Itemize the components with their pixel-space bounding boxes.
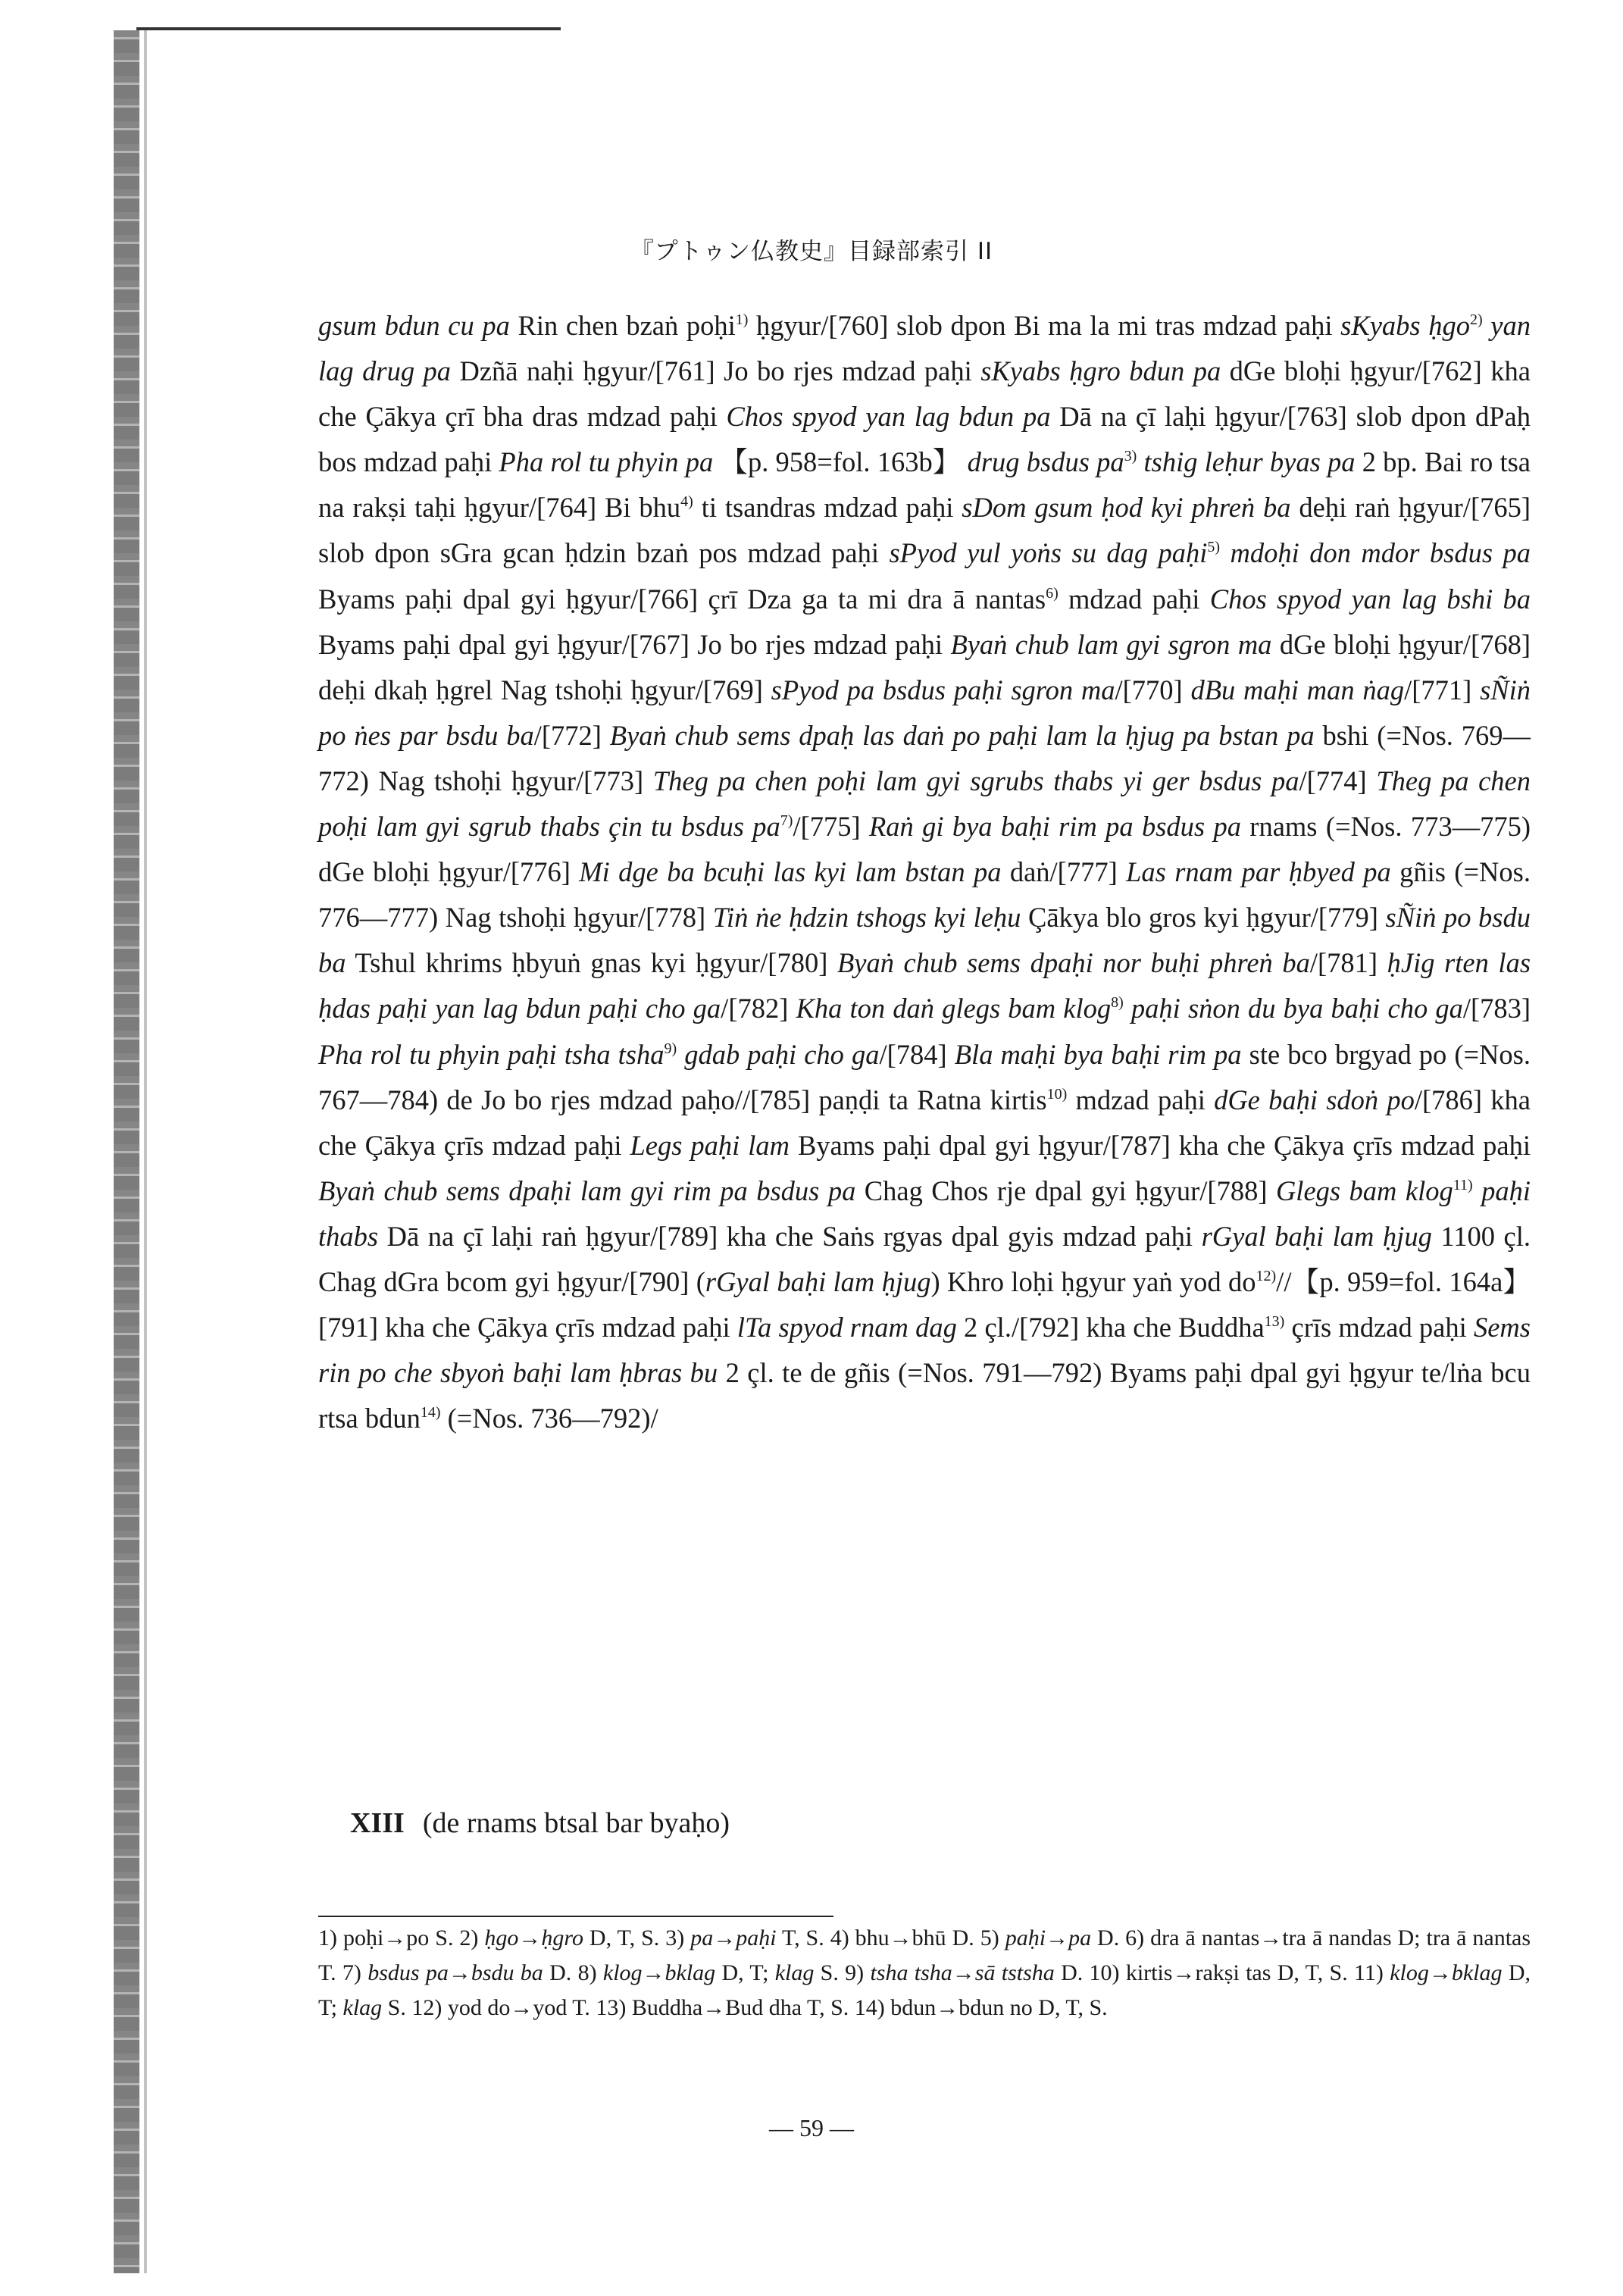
text-segment: D, T; — [318, 1960, 1531, 2020]
italic-title-segment: lTa spyod rnam dag — [736, 1312, 957, 1344]
text-segment: D. 8) — [543, 1960, 603, 1985]
italic-title-segment: Legs paḥi lam — [630, 1129, 790, 1161]
text-segment: dGe bloḥi ḥgyur/[768] deḥi dkaḥ ḥgrel Nag tshoḥi ḥgyur/[769] — [318, 628, 1531, 705]
italic-title-segment: paḥi→pa — [1005, 1925, 1092, 1950]
italic-title-segment: tsha tsha→sā tstsha — [870, 1960, 1055, 1985]
body-paragraph — [318, 303, 1531, 1441]
italic-title-segment: Mi dge ba bcuḥi las kyi lam bstan pa — [579, 856, 1002, 888]
text-segment: Dā na çī laḥi ḥgyur/[763] slob dpon dPaḥ bos mdzad paḥi — [318, 401, 1531, 478]
text-segment: D, T, S. 3) — [583, 1925, 691, 1950]
running-header: 『プトゥン仏教史』目録部索引 II — [630, 238, 993, 265]
text-segment: /[786] kha che Çākya çrīs mdzad paḥi — [318, 1084, 1531, 1161]
italic-title-segment: gdab paḥi cho ga — [677, 1038, 880, 1070]
text-segment: dGe bloḥi ḥgyur/[762] kha che Çākya çrī bha dras mdzad paḥi — [318, 355, 1531, 433]
text-segment: ste bco brgyad po (=Nos. 767—784) de Jo bo rjes mdzad paḥo//[785] paṇḍi ta Ratna kirtis — [318, 1038, 1531, 1115]
text-segment: ḥgyur/[760] slob dpon Bi ma la mi tras mdzad paḥi — [748, 310, 1341, 341]
footnotes — [318, 1921, 1531, 2025]
italic-title-segment: sÑiṅ po bsdu ba — [318, 902, 1531, 979]
italic-title-segment: Tiṅ ṅe ḥdzin tshogs kyi leḥu — [712, 902, 1021, 934]
italic-title-segment: bsdus pa→bsdu ba — [367, 1960, 543, 1985]
italic-title-segment: ḥgo→ḥgro — [484, 1925, 583, 1950]
section-heading — [350, 1806, 730, 1840]
italic-title-segment: dBu maḥi man ṅag — [1190, 674, 1405, 705]
text-segment: Çākya blo gros kyi ḥgyur/[779] — [1021, 902, 1386, 934]
text-segment: mdzad paḥi — [1058, 583, 1210, 615]
italic-title-segment: Byaṅ chub sems dpaḥi nor buḥi phreṅ ba — [837, 947, 1310, 979]
text-segment: Chag Chos rje dpal gyi ḥgyur/[788] — [855, 1175, 1276, 1206]
italic-title-segment: Byaṅ chub sems dpaḥ las daṅ po paḥi lam la ḥjug pa bstan pa — [609, 719, 1315, 751]
footnote-marker: 12) — [1256, 1267, 1277, 1284]
text-segment: daṅ/[777] — [1001, 856, 1127, 888]
italic-title-segment: Kha ton daṅ glegs bam klog — [796, 993, 1112, 1024]
text-segment: Byams paḥi dpal gyi ḥgyur/[767] Jo bo rjes mdzad paḥi — [318, 628, 951, 660]
text-segment: Dā na çī laḥi raṅ ḥgyur/[789] kha che Saṅs rgyas dpal gyis mdzad paḥi — [378, 1220, 1202, 1252]
text-segment: Tshul khrims ḥbyuṅ gnas kyi ḥgyur/[780] — [346, 947, 837, 979]
italic-title-segment: Theg pa chen poḥi lam gyi sgrub thabs çin tu bsdus pa — [318, 765, 1531, 843]
italic-title-segment: sPyod pa bsdus paḥi sgron ma — [771, 674, 1115, 705]
italic-title-segment: Raṅ gi bya baḥi rim pa bsdus pa — [868, 811, 1241, 843]
italic-title-segment: pa→paḥi — [690, 1925, 777, 1950]
text-segment: ) Khro loḥi ḥgyur yaṅ yod do — [930, 1265, 1256, 1297]
text-segment: Rin chen bzaṅ poḥi — [509, 310, 736, 341]
italic-title-segment: Sems rin po che sbyoṅ baḥi lam ḥbras bu — [318, 1312, 1531, 1389]
section-number: XIII — [350, 1807, 405, 1839]
footnote-marker: 2) — [1470, 311, 1483, 328]
text-segment: 1) poḥi→po S. 2) — [318, 1925, 485, 1950]
text-segment: Byams paḥi dpal gyi ḥgyur/[766] çrī Dza ga ta mi dra ā nantas — [318, 583, 1046, 615]
text-segment: S. 9) — [814, 1960, 871, 1985]
text-segment: mdzad paḥi — [1067, 1084, 1215, 1115]
text-segment: //【p. 959=fol. 164a】 [791] kha che Çākya çrīs mdzad paḥi — [318, 1265, 1531, 1344]
footnote-marker: 9) — [664, 1040, 677, 1057]
text-segment: 2 bp. Bai ro tsa na rakṣi taḥi ḥgyur/[764] Bi bhu — [318, 446, 1531, 524]
footnote-rule — [318, 1916, 833, 1917]
italic-title-segment: Pha rol tu phyin pa — [499, 446, 714, 478]
italic-title-segment: Chos spyod yan lag bshi ba — [1209, 583, 1531, 615]
text-segment: /[782] — [721, 993, 796, 1024]
text-segment: çrīs mdzad paḥi — [1284, 1312, 1474, 1344]
italic-title-segment: sKyabs ḥgo — [1340, 310, 1470, 341]
italic-title-segment: Pha rol tu phyin paḥi tsha tsha — [318, 1038, 665, 1070]
text-segment: 2 çl./[792] kha che Buddha — [956, 1312, 1265, 1344]
italic-title-segment: klag — [342, 1995, 383, 2020]
text-segment: /[784] — [879, 1038, 955, 1070]
footnote-marker: 6) — [1046, 584, 1059, 602]
italic-title-segment: Theg pa chen poḥi lam gyi sgrubs thabs yi ger bsdus pa — [652, 765, 1299, 796]
text-segment: D. 6) dra ā nantas→tra ā nandas D; tra ā nantas T. 7) — [318, 1925, 1531, 1985]
footnote-marker: 14) — [420, 1404, 441, 1422]
italic-title-segment: dGe baḥi sdoṅ po — [1214, 1084, 1415, 1115]
italic-title-segment: sÑiṅ po ṅes par bsdu ba — [318, 674, 1531, 751]
italic-title-segment: sPyod yul yoṅs su dag paḥi — [889, 537, 1208, 569]
text-segment: 1100 çl. Chag dGra bcom gyi ḥgyur/[790] ( — [318, 1220, 1531, 1297]
text-segment: Dzñā naḥi ḥgyur/[761] Jo bo rjes mdzad paḥi — [451, 355, 981, 387]
page-number: — 59 — — [769, 2114, 854, 2141]
italic-title-segment: klag — [774, 1960, 815, 1985]
text-segment: 【p. 958=fol. 163b】 — [713, 446, 968, 478]
footnote-marker: 11) — [1453, 1176, 1473, 1193]
text-segment: /[772] — [533, 719, 610, 751]
italic-title-segment: drug bsdus pa — [967, 446, 1124, 478]
text-segment: S. 12) yod do→yod T. 13) Buddha→Bud dha T, S. 14) bdun→bdun no D, T, S. — [382, 1995, 1108, 2020]
text-segment: /[770] — [1115, 674, 1191, 705]
footnote-marker: 8) — [1111, 994, 1124, 1012]
footnote-marker: 1) — [735, 311, 749, 328]
text-segment: deḥi raṅ ḥgyur/[765] slob dpon sGra gcan ḥdzin bzaṅ pos mdzad paḥi — [318, 492, 1531, 569]
italic-title-segment: rGyal baḥi lam ḥjug — [1201, 1220, 1432, 1252]
text-segment: Byams paḥi dpal gyi ḥgyur/[787] kha che Çākya çrīs mdzad paḥi — [790, 1129, 1531, 1161]
text-segment: /[771] — [1404, 674, 1481, 705]
footnote-marker: 7) — [780, 812, 793, 830]
text-segment: 2 çl. te de gñis (=Nos. 791—792) Byams paḥi dpal gyi ḥgyur te/lṅa bcu rtsa bdun — [318, 1357, 1531, 1434]
text-segment: ti tsandras mdzad paḥi — [693, 492, 962, 524]
footnote-marker: 10) — [1046, 1085, 1068, 1103]
text-segment: gñis (=Nos. 776—777) Nag tshoḥi ḥgyur/[778] — [318, 856, 1531, 934]
italic-title-segment: Bla maḥi bya baḥi rim pa — [954, 1038, 1242, 1070]
italic-title-segment: klog→bklag — [602, 1960, 716, 1985]
italic-title-segment: tshig leḥur byas pa — [1137, 446, 1356, 478]
italic-title-segment: Las rnam par ḥbyed pa — [1126, 856, 1391, 888]
text-segment: (=Nos. 736—792)/ — [440, 1403, 658, 1434]
text-segment: /[783] — [1462, 993, 1531, 1024]
italic-title-segment: Byaṅ chub sems dpaḥi lam gyi rim pa bsdus pa — [318, 1175, 856, 1206]
text-segment: /[781] — [1309, 947, 1387, 979]
text-segment: /[775] — [793, 811, 869, 843]
italic-title-segment: yan lag drug pa — [318, 310, 1531, 387]
italic-title-segment: sDom gsum ḥod kyi phreṅ ba — [962, 492, 1291, 524]
footnote-marker: 5) — [1207, 539, 1221, 556]
footnote-marker: 4) — [680, 493, 693, 511]
footnote-marker: 3) — [1124, 448, 1137, 465]
italic-title-segment: paḥi sṅon du bya baḥi cho ga — [1123, 993, 1463, 1024]
text-segment: rnams (=Nos. 773—775) dGe bloḥi ḥgyur/[776] — [318, 811, 1531, 888]
text-segment: D, T; — [715, 1960, 775, 1985]
text-segment: D. 10) kirtis→rakṣi tas D, T, S. 11) — [1054, 1960, 1390, 1985]
italic-title-segment: mdoḥi don mdor bsdus pa — [1220, 537, 1531, 569]
footnote-marker: 13) — [1264, 1313, 1285, 1331]
italic-title-segment: Chos spyod yan lag bdun pa — [726, 401, 1051, 433]
italic-title-segment: paḥi thabs — [318, 1175, 1531, 1252]
italic-title-segment: gsum bdun cu pa — [318, 310, 510, 341]
italic-title-segment: Glegs bam klog — [1275, 1175, 1453, 1206]
italic-title-segment: klog→bklag — [1390, 1960, 1503, 1985]
italic-title-segment: ḥJig rten las ḥdas paḥi yan lag bdun paḥi cho ga — [318, 947, 1531, 1024]
section-title: (de rnams btsal bar byaḥo) — [422, 1807, 730, 1839]
italic-title-segment: Byaṅ chub lam gyi sgron ma — [950, 628, 1272, 660]
text-segment: T, S. 4) bhu→bhū D. 5) — [776, 1925, 1005, 1950]
italic-title-segment: sKyabs ḥgro bdun pa — [980, 355, 1221, 387]
text-segment: bshi (=Nos. 769—772) Nag tshoḥi ḥgyur/[773] — [318, 719, 1531, 796]
text-segment: /[774] — [1299, 765, 1377, 796]
book-spine-edge — [144, 30, 147, 2273]
top-edge-rule — [136, 27, 561, 30]
book-spine-shadow — [114, 30, 139, 2273]
italic-title-segment: rGyal baḥi lam ḥjug — [705, 1265, 931, 1297]
